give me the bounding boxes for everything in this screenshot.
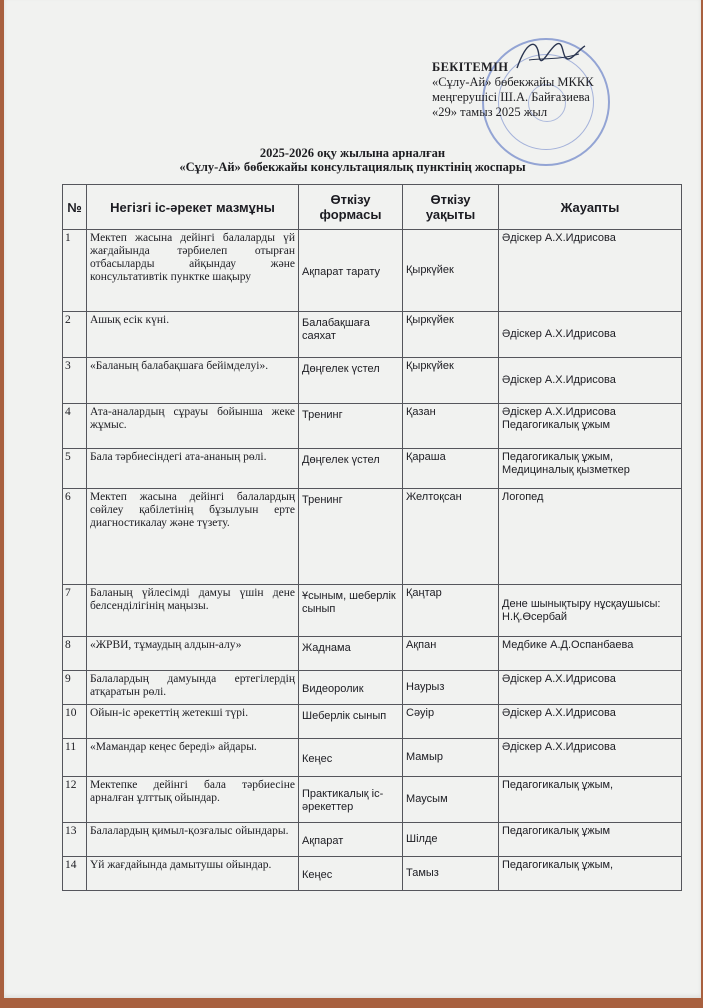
row-content: Үй жағдайында дамытушы ойындар. (87, 857, 299, 891)
row-form: Ұсыным, шеберлік сынып (299, 585, 403, 637)
table-row (63, 777, 682, 823)
row-responsible: Әдіскер А.Х.Идрисова Педагогикалық ұжым (499, 404, 682, 449)
approval-heading: БЕКІТЕМІН (432, 60, 509, 74)
row-number: 4 (63, 404, 87, 449)
row-number: 1 (63, 230, 87, 312)
approval-date: «29» тамыз 2025 жыл (432, 105, 548, 119)
row-content: Бала тәрбиесіндегі ата-ананың рөлі. (87, 449, 299, 489)
document-page (4, 0, 701, 998)
table-row (63, 739, 682, 777)
row-responsible: Әдіскер А.Х.Идрисова (499, 705, 682, 739)
header-responsible: Жауапты (499, 185, 682, 230)
row-time: Сәуір (403, 705, 499, 739)
row-number: 7 (63, 585, 87, 637)
row-responsible: Әдіскер А.Х.Идрисова (499, 230, 682, 312)
row-time: Наурыз (403, 671, 499, 705)
row-time: Маусым (403, 777, 499, 823)
document-title (4, 146, 701, 174)
header-num: № (63, 185, 87, 230)
row-number: 10 (63, 705, 87, 739)
row-content: «Мамандар кеңес береді» айдары. (87, 739, 299, 777)
table-row (63, 449, 682, 489)
row-form: Дөңгелек үстел (299, 358, 403, 404)
row-content: «Баланың балабақшаға бейімделуі». (87, 358, 299, 404)
row-number: 5 (63, 449, 87, 489)
table-row (63, 857, 682, 891)
row-time: Қараша (403, 449, 499, 489)
row-responsible: Педагогикалық ұжым (499, 823, 682, 857)
approval-director: меңгерушісі Ш.А. Байғазиева (432, 90, 590, 104)
row-time: Желтоқсан (403, 489, 499, 585)
row-time: Ақпан (403, 637, 499, 671)
row-responsible: Әдіскер А.Х.Идрисова (499, 739, 682, 777)
row-responsible: Педагогикалық ұжым, Медициналық қызметкер (499, 449, 682, 489)
approval-org: «Сұлу-Ай» бөбекжайы МККК (432, 75, 594, 89)
row-content: Ойын-іс әрекеттің жетекші түрі. (87, 705, 299, 739)
header-form: Өткізу формасы (299, 185, 403, 230)
row-form: Дөңгелек үстел (299, 449, 403, 489)
row-form: Тренинг (299, 404, 403, 449)
row-time: Қаңтар (403, 585, 499, 637)
row-content: «ЖРВИ, тұмаудың алдын-алу» (87, 637, 299, 671)
row-responsible: Әдіскер А.Х.Идрисова (499, 312, 682, 358)
row-form: Тренинг (299, 489, 403, 585)
table-row (63, 585, 682, 637)
row-content: Мектеп жасына дейінгі балалардың сөйлеу қабілетінің бұзылуын ерте диагностикалау және түзету. (87, 489, 299, 585)
row-content: Мектепке дейінгі бала тәрбиесіне арналған ұлттық ойындар. (87, 777, 299, 823)
row-form: Практикалық іс-әрекеттер (299, 777, 403, 823)
table-row (63, 230, 682, 312)
table-row (63, 637, 682, 671)
row-form: Ақпарат (299, 823, 403, 857)
table-row (63, 489, 682, 585)
row-form: Шеберлік сынып (299, 705, 403, 739)
row-number: 13 (63, 823, 87, 857)
row-time: Қазан (403, 404, 499, 449)
row-responsible: Дене шынықтыру нұсқаушысы: Н.Қ.Өсербай (499, 585, 682, 637)
row-content: Баланың үйлесімді дамуы үшін дене белсенділігінің маңызы. (87, 585, 299, 637)
table-row (63, 671, 682, 705)
row-content: Ашық есік күні. (87, 312, 299, 358)
row-form: Балабақшаға саяхат (299, 312, 403, 358)
row-form: Видеоролик (299, 671, 403, 705)
row-content: Мектеп жасына дейінгі балаларды үй жағдайында тәрбиелеп отырған отбасыларды айқындау және консультативтік пунктке шақыру (87, 230, 299, 312)
row-content: Балалардың дамуында ертегілердің атқаратын рөлі. (87, 671, 299, 705)
header-content: Негізгі іс-әрекет мазмұны (87, 185, 299, 230)
header-time: Өткізу уақыты (403, 185, 499, 230)
row-responsible: Медбике А.Д.Оспанбаева (499, 637, 682, 671)
row-form: Кеңес (299, 739, 403, 777)
row-responsible: Әдіскер А.Х.Идрисова (499, 671, 682, 705)
table-row (63, 705, 682, 739)
title-line-2: «Сұлу-Ай» бөбекжайы консультациялық пунктінің жоспары (179, 160, 526, 174)
row-time: Тамыз (403, 857, 499, 891)
title-line-1: 2025-2026 оқу жылына арналған (259, 146, 446, 160)
row-form: Ақпарат тарату (299, 230, 403, 312)
row-time: Шілде (403, 823, 499, 857)
row-responsible: Педагогикалық ұжым, (499, 777, 682, 823)
row-number: 9 (63, 671, 87, 705)
table-row (63, 358, 682, 404)
plan-table (62, 184, 682, 891)
row-time: Қыркүйек (403, 358, 499, 404)
table-row (63, 823, 682, 857)
row-number: 2 (63, 312, 87, 358)
row-form: Кеңес (299, 857, 403, 891)
approval-block (432, 60, 682, 120)
row-responsible: Педагогикалық ұжым, (499, 857, 682, 891)
row-number: 8 (63, 637, 87, 671)
row-time: Қыркүйек (403, 230, 499, 312)
row-content: Ата-аналардың сұрауы бойынша жеке жұмыс. (87, 404, 299, 449)
row-number: 14 (63, 857, 87, 891)
row-number: 6 (63, 489, 87, 585)
row-time: Қыркүйек (403, 312, 499, 358)
table-row (63, 404, 682, 449)
row-responsible: Логопед (499, 489, 682, 585)
row-time: Мамыр (403, 739, 499, 777)
table-row (63, 312, 682, 358)
row-responsible: Әдіскер А.Х.Идрисова (499, 358, 682, 404)
row-form: Жаднама (299, 637, 403, 671)
row-content: Балалардың қимыл-қозғалыс ойындары. (87, 823, 299, 857)
row-number: 3 (63, 358, 87, 404)
row-number: 12 (63, 777, 87, 823)
table-header-row (63, 185, 682, 230)
row-number: 11 (63, 739, 87, 777)
